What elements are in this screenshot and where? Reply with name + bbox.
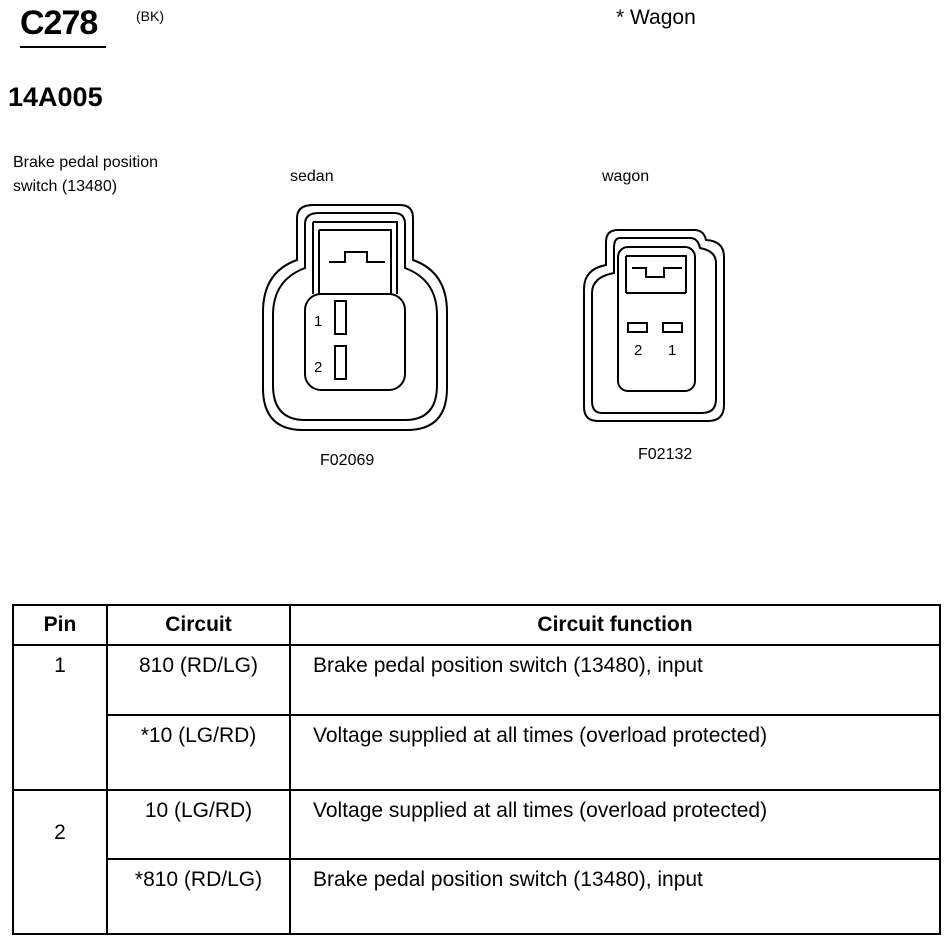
circuit-cell: 10 (LG/RD)	[107, 790, 290, 859]
connector-id: C278	[20, 4, 98, 42]
sedan-latch	[313, 222, 397, 294]
sedan-outer-housing	[263, 205, 447, 430]
function-cell: Brake pedal position switch (13480), input	[290, 859, 940, 934]
function-cell: Voltage supplied at all times (overload protected)	[290, 715, 940, 790]
connector-color: (BK)	[136, 8, 164, 24]
circuit-cell: *810 (RD/LG)	[107, 859, 290, 934]
wagon-note: * Wagon	[616, 6, 696, 29]
wagon-outer-housing	[584, 230, 724, 421]
circuit-cell: 810 (RD/LG)	[107, 645, 290, 715]
wagon-figure-number: F02132	[638, 446, 693, 463]
sedan-pin-1-label: 1	[314, 313, 323, 330]
wagon-pin-1-label: 1	[668, 342, 677, 359]
pin-cell: 1	[13, 645, 107, 790]
wagon-pin-2-label: 2	[634, 342, 643, 359]
wagon-pin-2-slot	[628, 323, 647, 332]
component-name	[13, 151, 233, 199]
table-row	[13, 715, 940, 790]
sedan-lock-tab	[329, 252, 385, 262]
pin-cell: 2	[13, 790, 107, 934]
component-name-line-2: switch (13480)	[13, 178, 118, 195]
sedan-pin-2-slot	[335, 346, 346, 379]
component-name-line-1: Brake pedal position	[13, 154, 158, 171]
sedan-label: sedan	[290, 168, 334, 185]
wagon-latch	[626, 256, 686, 293]
sedan-pin-2-label: 2	[314, 359, 323, 376]
sedan-figure-number: F02069	[320, 452, 375, 469]
pinout-table	[12, 604, 941, 935]
wagon-lock-tab	[632, 268, 682, 277]
sedan-connector-face	[255, 200, 455, 435]
wagon-terminal-body	[618, 247, 695, 391]
part-number: 14A005	[8, 82, 103, 112]
connector-id-underline	[20, 46, 106, 48]
header-circuit-function: Circuit function	[290, 605, 940, 645]
function-cell: Voltage supplied at all times (overload protected)	[290, 790, 940, 859]
wagon-pin-1-slot	[663, 323, 682, 332]
table-row	[13, 645, 940, 715]
table-header-row	[13, 605, 940, 645]
wagon-label: wagon	[602, 168, 650, 185]
wagon-inner-housing	[592, 238, 716, 413]
table-row	[13, 790, 940, 859]
header-circuit: Circuit	[107, 605, 290, 645]
function-cell: Brake pedal position switch (13480), input	[290, 645, 940, 715]
header-pin: Pin	[13, 605, 107, 645]
table-row	[13, 859, 940, 934]
sedan-pin-1-slot	[335, 301, 346, 334]
wagon-connector-face	[578, 223, 738, 428]
circuit-cell: *10 (LG/RD)	[107, 715, 290, 790]
